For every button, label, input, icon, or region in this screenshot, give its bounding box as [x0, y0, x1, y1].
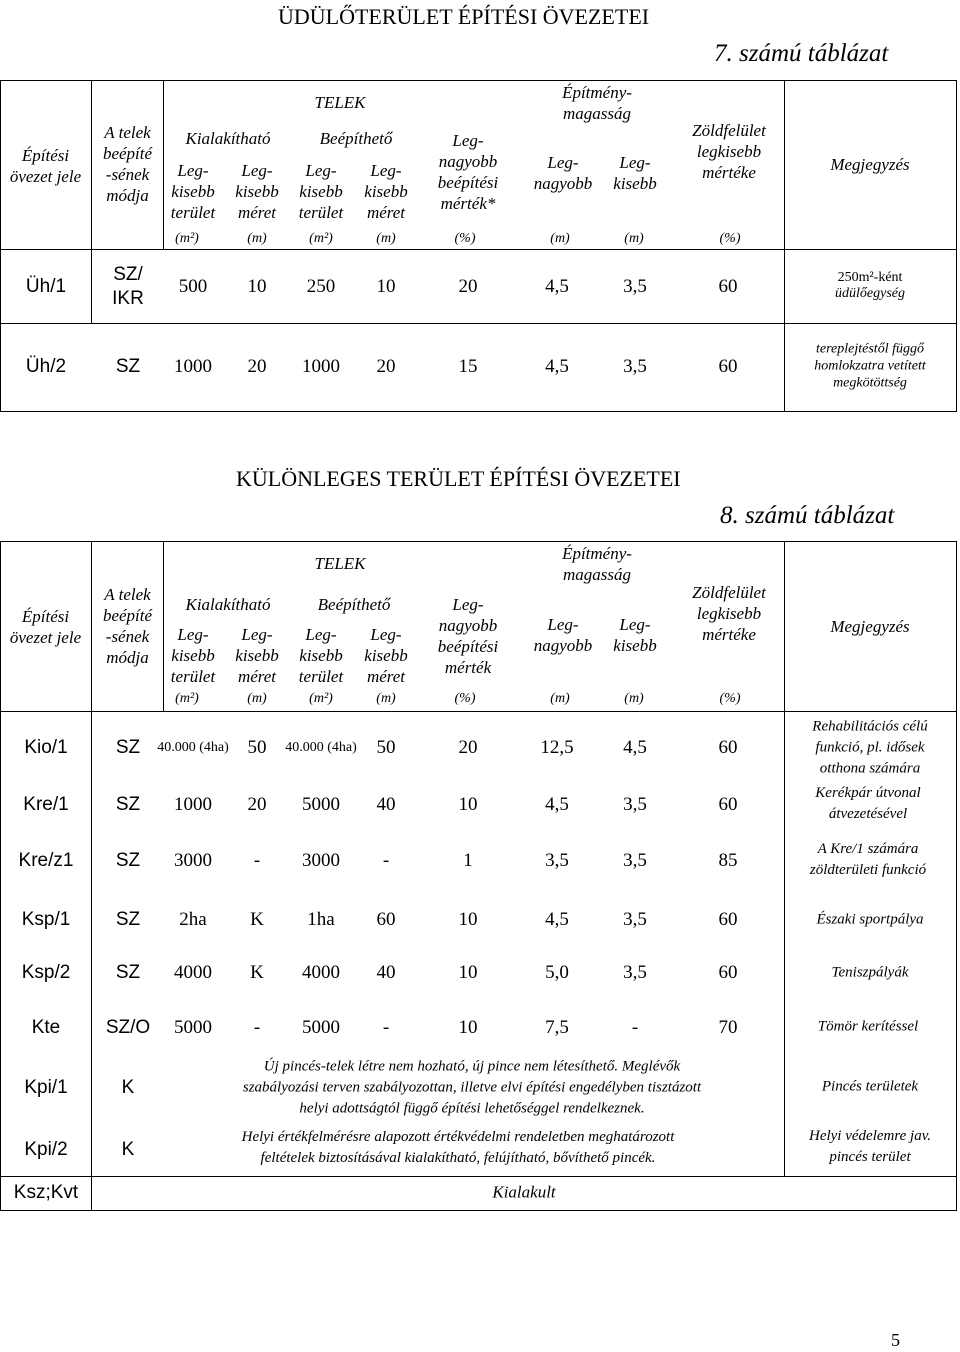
t8-cell: 3,5 — [623, 962, 647, 983]
t7-unit: (%) — [719, 231, 741, 246]
t7-unit: (m) — [247, 231, 267, 246]
t8-height-max-header: Leg- nagyobb — [533, 615, 593, 655]
t8-row-code: Kre/1 — [23, 794, 69, 815]
t7-cell: 60 — [718, 356, 738, 377]
t8-cell: K — [250, 962, 264, 983]
t7-cell: 4,5 — [545, 276, 569, 297]
t8-cell: 4000 — [302, 962, 340, 983]
t7-note-header: Megjegyzés — [830, 155, 910, 174]
t7-buildable-header: Beépíthető — [319, 129, 393, 148]
t8-cell: 50 — [247, 737, 267, 758]
t8-row-code: Kte — [31, 1017, 61, 1038]
t8-cell: 20 — [458, 737, 478, 758]
t8-row-method: K — [121, 1077, 135, 1098]
t7-unit: (m) — [550, 231, 570, 246]
t7-min-area-header: Leg- kisebb terület — [170, 161, 216, 222]
t7-cell: 20 — [247, 356, 267, 377]
t7-row-method: SZ — [115, 356, 141, 377]
t8-cell: 4,5 — [545, 909, 569, 930]
t8-row-note: Északi sportpálya — [816, 911, 924, 928]
t8-row-note: Pincés területek — [821, 1078, 919, 1095]
t8-row-code: Kpi/2 — [24, 1139, 68, 1160]
t8-min-area-header: Leg- kisebb terület — [170, 625, 216, 686]
t8-row-note: A Kre/1 számára zöldterületi funkció — [809, 841, 927, 878]
t8-row-method: SZ — [115, 794, 141, 815]
t8-buildable-header: Beépíthető — [317, 595, 391, 614]
t7-unit: (m) — [376, 231, 396, 246]
t8-cell: 12,5 — [540, 737, 574, 758]
t7-cell: 10 — [376, 276, 396, 297]
t8-row-code: Kio/1 — [24, 737, 68, 758]
t7-cell: 15 — [458, 356, 478, 377]
t8-row-method: K — [121, 1139, 135, 1160]
t7-right-border — [956, 80, 957, 412]
t8-row-code: Kre/z1 — [18, 850, 74, 871]
t8-cell: - — [382, 1017, 390, 1038]
t8-cell: 40 — [376, 962, 396, 983]
t8-bottom-border — [0, 1210, 957, 1211]
t8-height-header: Építmény- magasság — [562, 544, 632, 584]
t8-cell: - — [631, 1017, 639, 1038]
t8-cell: 3,5 — [623, 850, 647, 871]
t8-cell: 3000 — [174, 850, 212, 871]
t8-build-min-area-header: Leg- kisebb terület — [298, 625, 344, 686]
t7-plot-header: TELEK — [314, 93, 366, 112]
t7-cell: 1000 — [302, 356, 340, 377]
t8-plot-header: TELEK — [314, 554, 366, 573]
t8-cell: 10 — [458, 1017, 478, 1038]
t8-row-note: Teniszpályák — [831, 964, 909, 981]
t8-row-note: Rehabilitációs célú funkció, pl. idősek otthona számára — [812, 718, 928, 777]
t7-method-header: A telek beépíté -sének módja — [102, 123, 153, 205]
t7-cell: 1000 — [174, 356, 212, 377]
t8-cell: 1ha — [307, 909, 335, 930]
t8-cell: 70 — [718, 1017, 738, 1038]
t8-cell: 40.000 (4ha) — [285, 740, 357, 755]
page-number: 5 — [891, 1330, 900, 1350]
t8-height-min-header: Leg- kisebb — [613, 615, 657, 655]
t7-min-size-header: Leg- kisebb méret — [235, 161, 279, 222]
t7-formable-header: Kialakítható — [185, 129, 271, 148]
t8-row-code: Ksp/2 — [21, 962, 71, 983]
t7-green-header: Zöldfelület legkisebb mértéke — [692, 121, 766, 182]
t7-height-max-header: Leg- nagyobb — [533, 153, 593, 193]
t8-unit: (m²) — [175, 691, 199, 706]
t8-cell: 3000 — [302, 850, 340, 871]
t8-row-method: SZ — [115, 962, 141, 983]
t7-row-note: tereplejtéstől függő homlokzatra vetített megkötöttség — [814, 341, 926, 391]
t7-max-coverage-header: Leg- nagyobb beépítési mérték* — [437, 131, 499, 213]
t8-cell: - — [253, 850, 261, 871]
t7-header-bottom — [0, 249, 957, 250]
t8-cell: 3,5 — [545, 850, 569, 871]
t8-unit: (m) — [247, 691, 267, 706]
t8-cell: 4,5 — [623, 737, 647, 758]
t8-row-method: SZ — [115, 909, 141, 930]
t8-cell: 10 — [458, 909, 478, 930]
t7-cell: 3,5 — [623, 276, 647, 297]
t7-cell: 20 — [458, 276, 478, 297]
t7-left-border — [0, 80, 1, 412]
t7-cell: 500 — [178, 276, 208, 297]
t8-method-header: A telek beépíté -sének módja — [102, 585, 153, 667]
t8-cell: 7,5 — [545, 1017, 569, 1038]
t8-row-code: Kpi/1 — [24, 1077, 68, 1098]
t8-cell: 4000 — [174, 962, 212, 983]
t8-formable-header: Kialakítható — [185, 595, 271, 614]
t7-row-code: Üh/2 — [25, 356, 67, 377]
t8-cell: - — [253, 1017, 261, 1038]
t8-zone-header: Építési övezet jele — [9, 607, 82, 647]
t7-unit: (m²) — [309, 231, 333, 246]
t8-max-coverage-header: Leg- nagyobb beépítési mérték — [437, 595, 499, 677]
t8-row-text: Helyi értékfelmérésre alapozott értékvédelmi rendeletben meghatározott feltételek biztosításával kialakítható, felújítható, bővíthető pincék. — [241, 1129, 675, 1166]
t8-cell: 2ha — [179, 909, 207, 930]
t8-row-method: SZ — [115, 850, 141, 871]
t8-unit: (m) — [376, 691, 396, 706]
t8-vline-2 — [163, 541, 164, 712]
t7-vline-2 — [163, 80, 164, 250]
t8-unit: (%) — [454, 691, 476, 706]
t7-cell: 60 — [718, 276, 738, 297]
t8-cell: - — [382, 850, 390, 871]
t8-header-bottom — [0, 711, 957, 712]
t8-cell: 10 — [458, 794, 478, 815]
table7-heading: ÜDÜLŐTERÜLET ÉPÍTÉSI ÖVEZETEI — [278, 4, 650, 29]
t7-cell: 20 — [376, 356, 396, 377]
t7-unit: (m) — [624, 231, 644, 246]
t7-build-min-size-header: Leg- kisebb méret — [364, 161, 408, 222]
t8-top-border — [0, 541, 957, 542]
t8-cell: 20 — [247, 794, 267, 815]
t7-cell: 250 — [306, 276, 336, 297]
t8-build-min-size-header: Leg- kisebb méret — [364, 625, 408, 686]
table7-number: 7. számú táblázat — [714, 40, 889, 67]
t8-cell: 5000 — [302, 794, 340, 815]
t7-cell: 3,5 — [623, 356, 647, 377]
t8-row-note: Tömör kerítéssel — [817, 1018, 919, 1035]
t7-bottom-border — [0, 411, 957, 412]
t8-cell: 40 — [376, 794, 396, 815]
t8-cell: 50 — [376, 737, 396, 758]
t8-cell: K — [250, 909, 264, 930]
t8-vline-3 — [784, 541, 785, 1177]
t8-cell: 1000 — [174, 794, 212, 815]
t8-row-code: Ksz;Kvt — [13, 1182, 79, 1203]
t7-build-min-area-header: Leg- kisebb terület — [298, 161, 344, 222]
t7-vline-3 — [784, 80, 785, 412]
t8-cell: 5000 — [302, 1017, 340, 1038]
t8-green-header: Zöldfelület legkisebb mértéke — [692, 583, 766, 644]
t8-cell: 4,5 — [545, 794, 569, 815]
t8-row-text: Új pincés-telek létre nem hozható, új pince nem létesíthető. Meglévők szabályozási terven szabályozottan, illetve elvi építési engedélyben tisztázott helyi adottságtól függő építési lehetőséggel rendelkeznek. — [242, 1058, 702, 1117]
t8-row-note: Helyi védelemre jav. pincés terület — [808, 1128, 932, 1165]
t8-min-size-header: Leg- kisebb méret — [235, 625, 279, 686]
t8-row-method: SZ/O — [105, 1017, 151, 1038]
t8-row-text: Kialakult — [492, 1182, 556, 1202]
t8-unit: (m) — [624, 691, 644, 706]
t8-cell: 1 — [463, 850, 473, 871]
t8-cell: 40.000 (4ha) — [157, 740, 229, 755]
t8-kpi-bottom — [0, 1176, 957, 1177]
t8-cell: 3,5 — [623, 909, 647, 930]
t8-cell: 60 — [718, 794, 738, 815]
t7-row1-bottom — [0, 323, 957, 324]
table8-heading: KÜLÖNLEGES TERÜLET ÉPÍTÉSI ÖVEZETEI — [236, 466, 681, 491]
t7-height-min-header: Leg- kisebb — [613, 153, 657, 193]
table8-number: 8. számú táblázat — [720, 502, 895, 529]
t8-unit: (m²) — [309, 691, 333, 706]
t8-unit: (m) — [550, 691, 570, 706]
t8-cell: 10 — [458, 962, 478, 983]
t8-row-method: SZ — [115, 737, 141, 758]
t8-cell: 60 — [376, 909, 396, 930]
t7-row-note: 250m²-ként üdülőegység — [835, 270, 905, 301]
t7-top-border — [0, 80, 957, 81]
t8-row-note: Kerékpár útvonal átvezetésével — [815, 785, 921, 822]
t8-cell: 60 — [718, 737, 738, 758]
t7-row-method: SZ/ IKR — [112, 264, 144, 309]
t8-cell: 3,5 — [623, 794, 647, 815]
t8-unit: (%) — [719, 691, 741, 706]
t7-row-code: Üh/1 — [25, 276, 67, 297]
t7-cell: 4,5 — [545, 356, 569, 377]
t8-cell: 60 — [718, 909, 738, 930]
t8-cell: 5000 — [174, 1017, 212, 1038]
t8-cell: 60 — [718, 962, 738, 983]
t7-cell: 10 — [247, 276, 267, 297]
t7-zone-header: Építési övezet jele — [9, 146, 82, 186]
t7-height-header: Építmény- magasság — [562, 83, 632, 123]
t8-row-code: Ksp/1 — [21, 909, 71, 930]
t8-cell: 85 — [718, 850, 738, 871]
t8-cell: 5,0 — [545, 962, 569, 983]
t8-right-border — [956, 541, 957, 1211]
t7-unit: (m²) — [175, 231, 199, 246]
t8-note-header: Megjegyzés — [830, 617, 910, 636]
t7-unit: (%) — [454, 231, 476, 246]
